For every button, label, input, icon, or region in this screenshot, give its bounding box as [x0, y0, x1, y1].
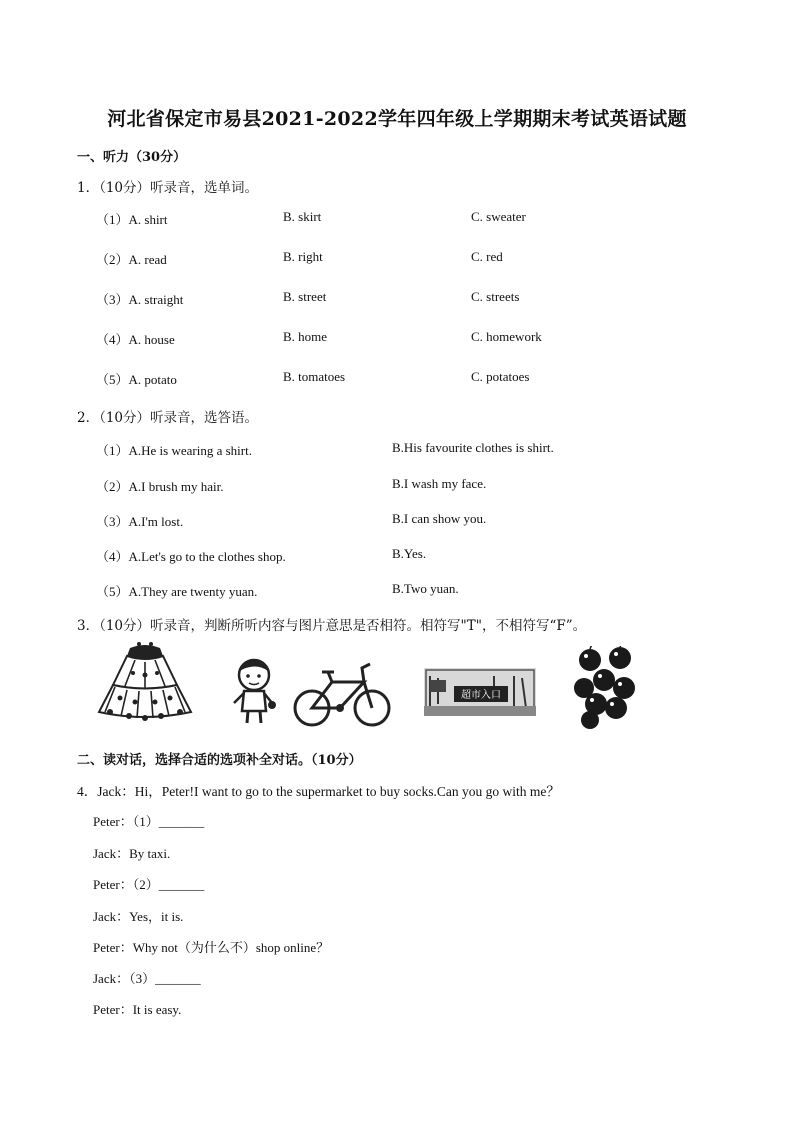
q1-option-2-c: C. red: [471, 249, 503, 264]
q1-option-1-c: C. sweater: [471, 209, 526, 224]
q1-option-4-b: B. home: [283, 329, 328, 344]
supermarket-entrance-picture: [424, 668, 536, 716]
q2-option-5-a: （5）A.They are twenty yuan.: [96, 584, 258, 599]
q2-option-5-b: B.Two yuan.: [392, 581, 459, 596]
q1-option-1-b: B. skirt: [283, 209, 322, 224]
q1-option-5-b: B. tomatoes: [283, 369, 346, 384]
dialogue-line-5: Peter：Why not（为什么不）shop online？: [93, 940, 330, 955]
question-1-stem: 1．（10分）听录音，选单词。: [77, 180, 259, 196]
page-title: 河北省保定市易县2021-2022学年四年级上学期期末考试英语试题: [107, 108, 687, 130]
q1-option-4-c: C. homework: [471, 329, 542, 344]
q1-option-5-a: （5）A. potato: [96, 372, 177, 387]
q2-option-1-b: B.His favourite clothes is shirt.: [392, 440, 554, 455]
dialogue-line-3: Peter：（2）_______: [93, 877, 205, 892]
dialogue-line-6: Jack：（3）_______: [93, 971, 201, 986]
q2-option-4-b: B.Yes.: [392, 546, 427, 561]
question-2-stem: 2．（10分）听录音，选答语。: [77, 410, 259, 426]
question-3-stem: 3．（10分）听录音，判断所听内容与图片意思是否相符。相符写"T"，不相符写“F”。: [77, 618, 587, 634]
q1-option-3-c: C. streets: [471, 289, 520, 304]
section-heading-reading: 二、读对话，选择合适的选项补全对话。（10分）: [77, 753, 362, 768]
apples-picture: [572, 646, 636, 730]
q2-option-1-a: （1）A.He is wearing a shirt.: [96, 443, 252, 458]
dialogue-line-1: Peter：（1）_______: [93, 814, 205, 829]
q2-option-3-b: B.I can show you.: [392, 511, 487, 526]
q2-option-2-a: （2）A.I brush my hair.: [96, 479, 224, 494]
q1-option-2-b: B. right: [283, 249, 323, 264]
dialogue-line-4: Jack：Yes，it is.: [93, 909, 184, 924]
q1-option-4-a: （4）A. house: [96, 332, 175, 347]
q2-option-3-a: （3）A.I'm lost.: [96, 514, 184, 529]
q1-option-5-c: C. potatoes: [471, 369, 530, 384]
skirt-picture: [95, 640, 195, 722]
q1-option-3-a: （3）A. straight: [96, 292, 184, 307]
q1-option-2-a: （2）A. read: [96, 252, 167, 267]
question-4-stem: 4．Jack：Hi，Peter!I want to go to the supermarket to buy socks.Can you go with me？: [77, 784, 560, 799]
q1-option-1-a: （1）A. shirt: [96, 212, 168, 227]
q2-option-2-b: B.I wash my face.: [392, 476, 487, 491]
section-heading-listening: 一、听力（30分）: [77, 150, 187, 165]
boy-picture: [230, 655, 278, 725]
supermarket-entrance-sign-text: 超市入口: [461, 690, 501, 701]
q2-option-4-a: （4）A.Let's go to the clothes shop.: [96, 549, 286, 564]
q1-option-3-b: B. street: [283, 289, 327, 304]
bicycle-picture: [292, 660, 392, 730]
dialogue-line-2: Jack：By taxi.: [93, 846, 171, 861]
dialogue-line-7: Peter：It is easy.: [93, 1002, 182, 1017]
